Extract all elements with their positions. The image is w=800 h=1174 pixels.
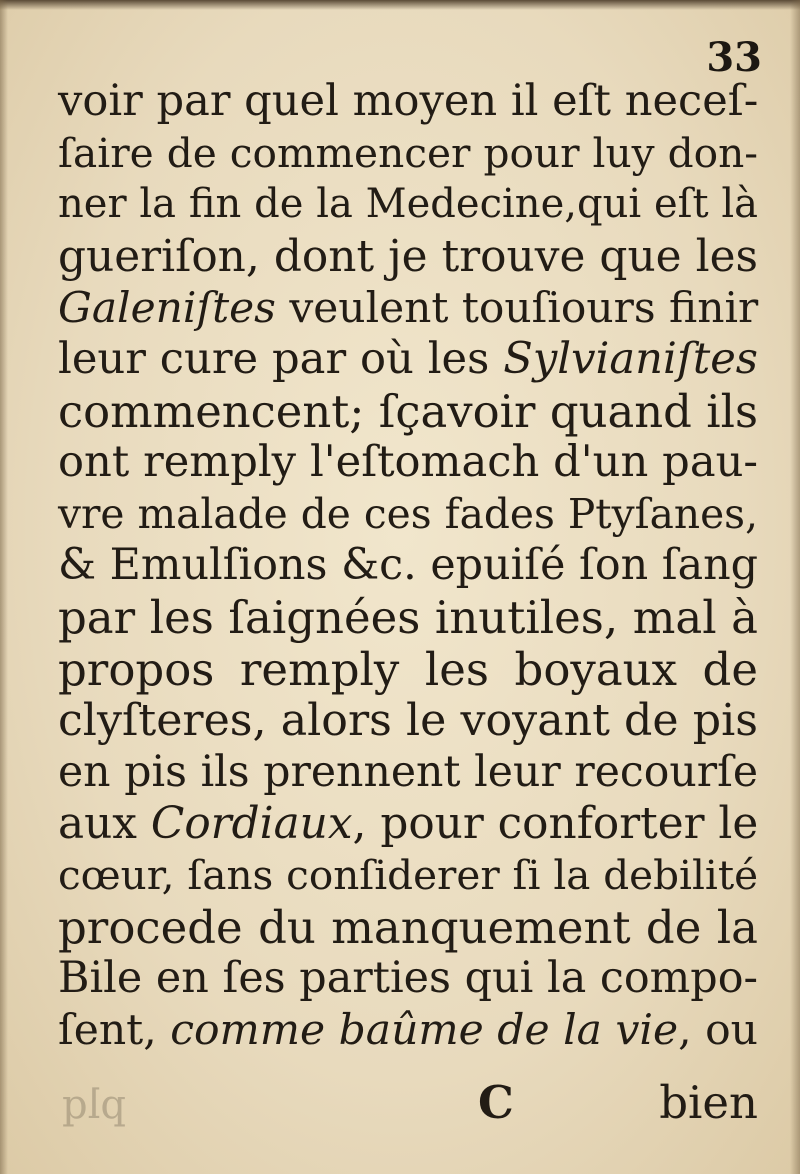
text-line — [58, 231, 758, 283]
text-segment: , ou — [678, 1005, 758, 1055]
signature-mark: C — [478, 1076, 514, 1129]
text-segment: par les ſaignées inutiles, mal à — [58, 590, 758, 644]
text-segment: veulent touſiours finir — [275, 283, 759, 333]
text-segment: en pis ils prennent leur recourſe — [58, 746, 758, 797]
text-line — [58, 695, 758, 747]
page-left-edge — [0, 0, 8, 1174]
italic-term: Cordiaux — [150, 798, 353, 850]
text-line — [58, 489, 758, 541]
text-line — [58, 644, 758, 696]
text-line — [58, 334, 758, 386]
text-segment: propos remply les boyaux de — [58, 642, 758, 696]
bleed-through-text: plq — [62, 1082, 127, 1128]
text-line — [58, 76, 758, 128]
text-line — [58, 1005, 758, 1057]
text-line — [58, 798, 758, 850]
page-right-edge — [790, 0, 800, 1174]
text-segment: commencent; ſçavoir quand ils — [58, 384, 758, 438]
text-segment: leur cure par où les — [58, 333, 504, 384]
italic-term: Galeniſtes — [58, 283, 276, 333]
page-number: 33 — [706, 34, 762, 81]
text-segment: cœur, ſans conſiderer ſi la debilité — [58, 850, 759, 899]
text-segment: vre malade de ces fades Ptyſanes, — [58, 489, 758, 538]
text-segment: , pour conforter le — [352, 798, 759, 850]
text-line — [58, 437, 758, 489]
text-segment: ont remply l'eſtomach d'un pau- — [58, 437, 758, 488]
text-line — [58, 179, 758, 231]
text-segment: ſent, — [58, 1005, 171, 1055]
page-top-shadow — [0, 0, 800, 10]
text-line — [58, 902, 758, 954]
text-segment: & Emulſions &c. epuiſé ſon ſang — [58, 540, 759, 591]
italic-term: Sylvianiſtes — [503, 333, 758, 384]
text-line — [58, 953, 758, 1005]
catchword: bien — [659, 1076, 758, 1129]
text-segment: ſaire de commencer pour luy don- — [58, 128, 758, 177]
text-segment: gueriſon, dont je trouve que les — [58, 230, 758, 282]
text-line — [58, 592, 758, 644]
text-line — [58, 850, 758, 902]
text-segment: procede du manquement de la — [58, 900, 758, 954]
text-segment: voir par quel moyen il eſt neceſ- — [58, 76, 759, 126]
text-line — [58, 747, 758, 799]
text-segment: aux — [58, 798, 151, 850]
italic-term: comme baûme de la vie — [170, 1005, 679, 1055]
text-segment: Bile en ſes parties qui la compo- — [58, 953, 758, 1004]
text-line — [58, 128, 758, 180]
page-footer — [58, 1076, 758, 1128]
text-segment: clyſteres, alors le voyant de pis — [58, 695, 758, 747]
text-segment: ner la fin de la Medecine,qui eſt là — [58, 181, 758, 228]
text-line — [58, 386, 758, 438]
text-line — [58, 540, 758, 592]
body-text — [58, 76, 758, 1056]
text-line — [58, 282, 758, 334]
